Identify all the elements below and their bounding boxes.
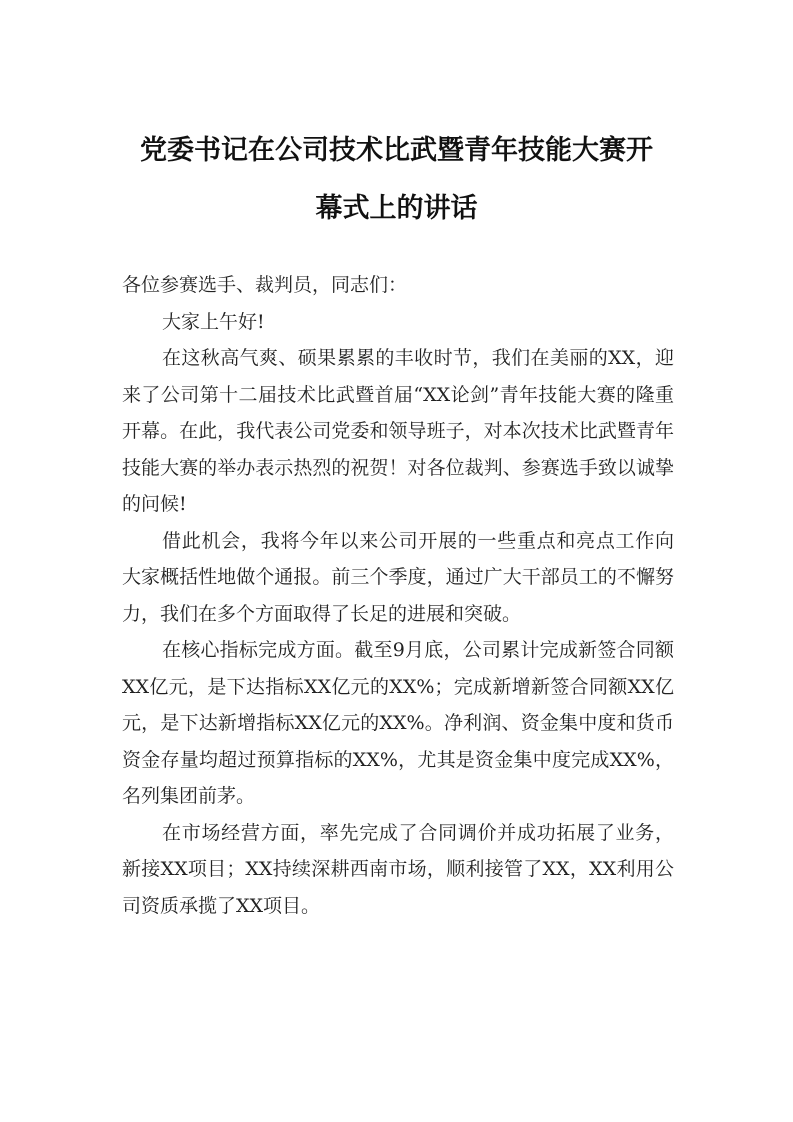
paragraph-core-indicators: 在核心指标完成方面。截至9月底，公司累计完成新签合同额XX亿元，是下达指标XX亿元的XX%；完成新增新签合同额XX亿元，是下达新增指标XX亿元的XX%。净利润、资金集中度和货币资金存量均超过预算指标的XX%，尤其是资金集中度完成XX%，名列集团前茅。 [122, 639, 674, 807]
paragraph-market-operations: 在市场经营方面，率先完成了合同调价并成功拓展了业务，新接XX项目；XX持续深耕西南市场，顺利接管了XX，XX利用公司资质承揽了XX项目。 [122, 821, 674, 917]
document-title-line-1: 党委书记在公司技术比武暨青年技能大赛开 [140, 135, 653, 166]
document-title-line-2: 幕式上的讲话 [315, 193, 478, 224]
paragraph-greeting: 大家上午好! [162, 310, 265, 333]
salutation: 各位参赛选手、裁判员，同志们： [122, 274, 408, 296]
paragraph-overview: 借此机会，我将今年以来公司开展的一些重点和亮点工作向大家概括性地做个通报。前三个季度，通过广大干部员工的不懈努力，我们在多个方面取得了长足的进展和突破。 [122, 529, 674, 625]
document-body [122, 267, 674, 924]
paragraph-opening: 在这秋高气爽、硕果累累的丰收时节，我们在美丽的XX，迎来了公司第十二届技术比武暨首届“XX论剑”青年技能大赛的隆重开幕。在此，我代表公司党委和领导班子，对本次技术比武暨青年技能大赛的举办表示热烈的祝贺！对各位裁判、参赛选手致以诚挚的问候! [122, 347, 674, 515]
